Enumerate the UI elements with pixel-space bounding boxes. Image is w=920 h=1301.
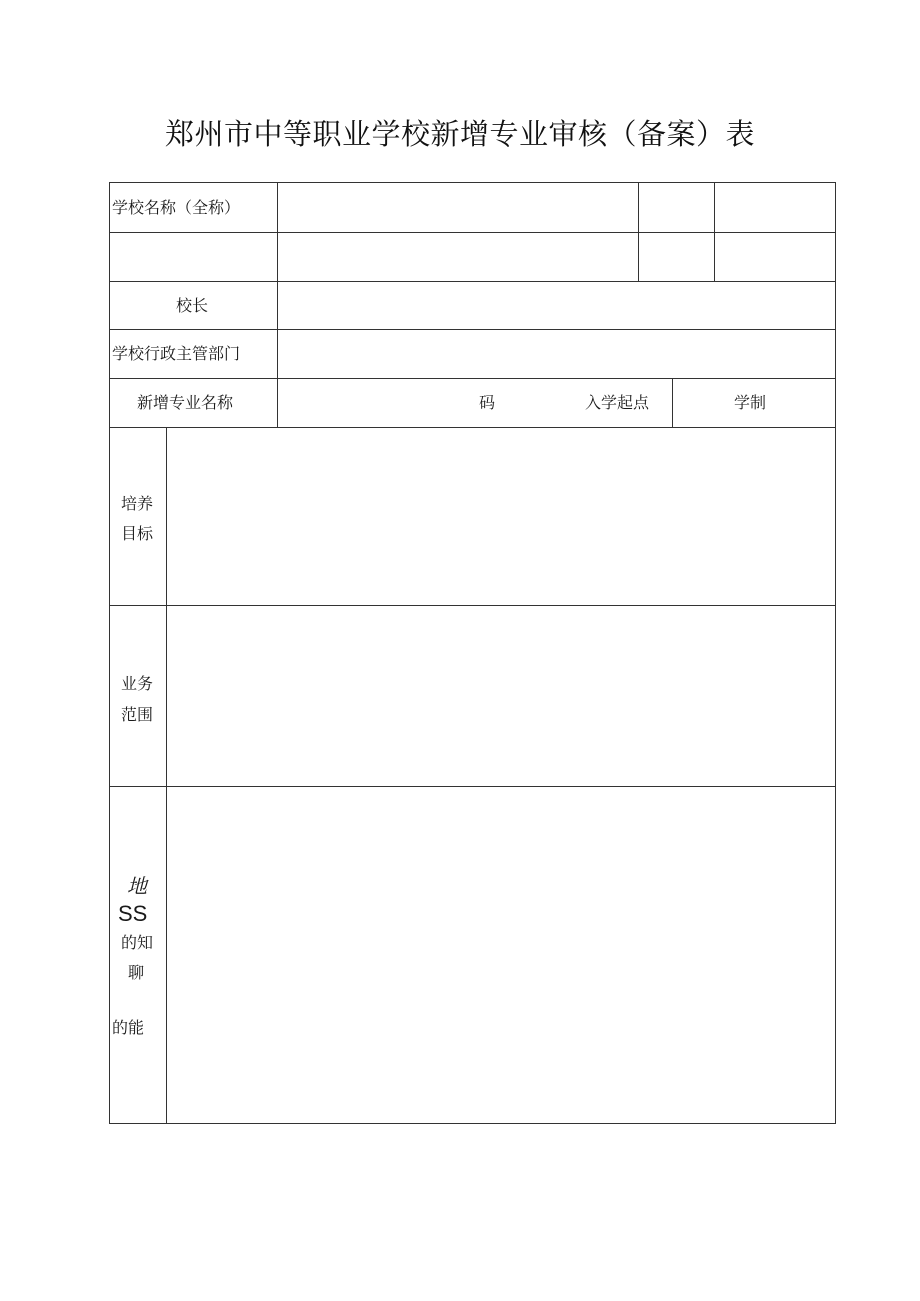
entry-label: 入学起点	[585, 393, 650, 412]
blank-field[interactable]	[278, 233, 638, 281]
school-name-field[interactable]	[278, 183, 638, 232]
scope-label-line1: 业务	[121, 674, 154, 693]
form-title: 郑州市中等职业学校新增专业审核（备案）表	[164, 117, 755, 151]
school-name-extra-field[interactable]	[715, 183, 835, 232]
scope-label-line2: 范围	[121, 705, 154, 724]
goal-label-line1: 培养	[121, 494, 154, 513]
principal-field[interactable]	[278, 282, 835, 329]
authority-label: 学校行政主管部门	[112, 344, 241, 363]
table-border-left	[109, 182, 110, 1124]
blank-field[interactable]	[715, 233, 835, 281]
school-name-extra-field[interactable]	[639, 183, 714, 232]
principal-label: 校长	[176, 296, 209, 315]
school-name-label: 学校名称（全称）	[112, 198, 241, 217]
major-name-label: 新增专业名称	[137, 393, 234, 412]
row-divider	[109, 378, 836, 379]
duration-label: 学制	[734, 393, 767, 412]
table-border-right	[835, 182, 836, 1124]
goal-field[interactable]	[167, 428, 835, 605]
knowledge-label-line1: 地	[127, 874, 147, 898]
authority-field[interactable]	[278, 330, 835, 378]
knowledge-label-line3: 的知	[121, 933, 154, 952]
major-name-field[interactable]	[278, 379, 468, 427]
scope-field[interactable]	[167, 606, 835, 786]
knowledge-label-line5: 的能	[112, 1018, 145, 1037]
blank-field[interactable]	[639, 233, 714, 281]
column-divider	[672, 378, 673, 428]
goal-label-line2: 目标	[121, 524, 154, 543]
knowledge-label-line2: SS	[118, 901, 148, 926]
knowledge-field[interactable]	[167, 787, 835, 1123]
blank-label-field[interactable]	[110, 233, 277, 281]
code-label: 码	[479, 393, 496, 412]
knowledge-label-line4: 聊	[128, 963, 145, 982]
table-border-bottom	[109, 1123, 836, 1124]
